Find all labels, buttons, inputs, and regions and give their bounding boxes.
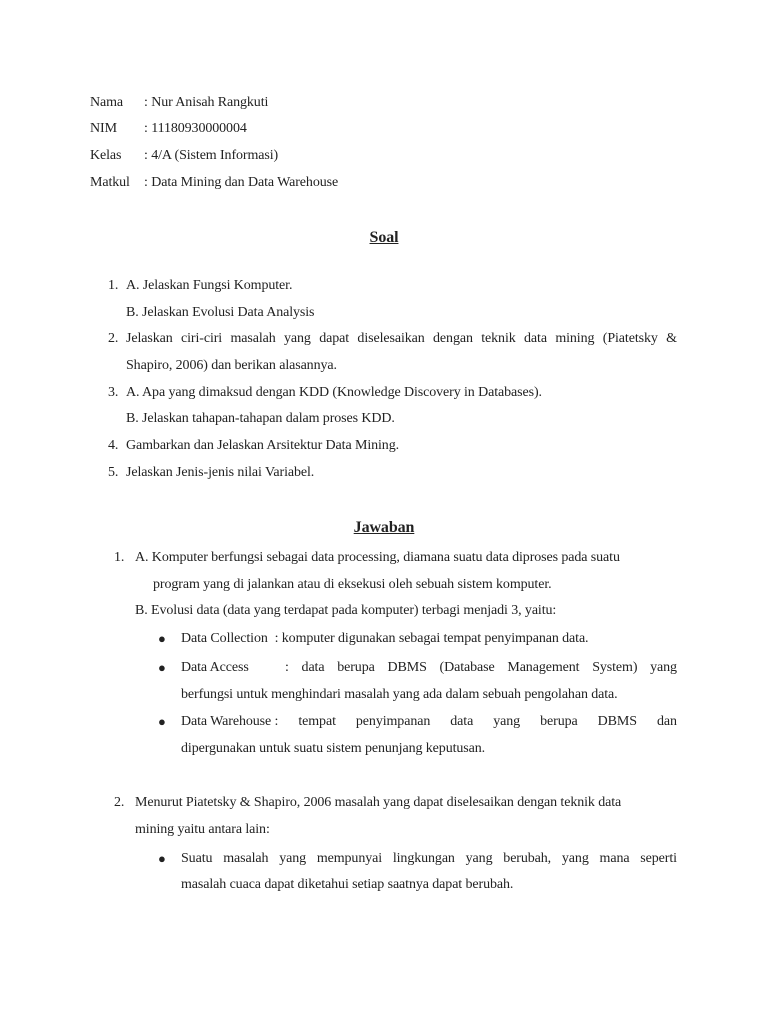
class-value: : 4/A (Sistem Informasi) (144, 148, 279, 163)
jawaban-heading: Jawaban (353, 519, 415, 536)
question-2-line-2: Shapiro, 2006) dan berikan alasannya. (126, 358, 337, 373)
question-5: Jelaskan Jenis-jenis nilai Variabel. (126, 465, 315, 480)
answer-1b: B. Evolusi data (data yang terdapat pada komputer) terbagi menjadi 3, yaitu: (135, 603, 557, 618)
course-value: : Data Mining dan Data Warehouse (144, 175, 339, 190)
nim-label: NIM (90, 121, 117, 136)
answer-2-bullet-line-1: Suatu masalah yang mempunyai lingkungan yang berubah, yang mana seperti (181, 851, 677, 866)
question-2-number: 2. (108, 331, 119, 346)
name-value: : Nur Anisah Rangkuti (144, 95, 269, 110)
nim-value: : 11180930000004 (144, 121, 247, 136)
answer-2-line-1: Menurut Piatetsky & Shapiro, 2006 masalah yang dapat diselesaikan dengan teknik data (135, 795, 622, 810)
data-warehouse-line-1: Data Warehouse : tempat penyimpanan data yang berupa DBMS dan (181, 714, 677, 729)
bullet-icon: ● (158, 851, 166, 866)
question-1-number: 1. (108, 278, 119, 293)
bullet-icon: ● (158, 631, 166, 646)
answer-2-number: 2. (114, 795, 125, 810)
bullet-icon: ● (158, 660, 166, 675)
answer-2-bullet-line-2: masalah cuaca dapat diketahui setiap saatnya dapat berubah. (181, 877, 514, 892)
class-label: Kelas (90, 148, 122, 163)
question-1b: B. Jelaskan Evolusi Data Analysis (126, 305, 315, 320)
answer-1a-line-2: program yang di jalankan atau di eksekusi oleh sebuah sistem komputer. (153, 577, 552, 592)
question-4: Gambarkan dan Jelaskan Arsitektur Data Mining. (126, 438, 399, 453)
answer-1a-line-1: A. Komputer berfungsi sebagai data processing, diamana suatu data diproses pada suatu (135, 550, 620, 565)
question-3a: A. Apa yang dimaksud dengan KDD (Knowledge Discovery in Databases). (126, 385, 542, 400)
name-label: Nama (90, 95, 124, 110)
data-access-line-1: : data berupa DBMS (Database Management System) yang (285, 660, 677, 675)
data-collection-label: Data Collection (181, 631, 268, 646)
course-row (90, 174, 338, 192)
student-class-row (90, 147, 278, 165)
course-label: Matkul (90, 175, 130, 190)
question-1a: A. Jelaskan Fungsi Komputer. (126, 278, 293, 293)
question-4-number: 4. (108, 438, 119, 453)
question-2-line-1: Jelaskan ciri-ciri masalah yang dapat diselesaikan dengan teknik data mining (Piatetsky & (126, 331, 677, 346)
answer-2-line-2: mining yaitu antara lain: (135, 822, 270, 837)
data-warehouse-line-2: dipergunakan untuk suatu sistem penunjang keputusan. (181, 741, 486, 756)
answer-1-number: 1. (114, 550, 125, 565)
question-3b: B. Jelaskan tahapan-tahapan dalam proses KDD. (126, 411, 395, 426)
data-access-line-2: berfungsi untuk menghindari masalah yang ada dalam sebuah pengolahan data. (181, 687, 618, 702)
soal-heading: Soal (369, 229, 399, 246)
data-collection-text: : komputer digunakan sebagai tempat penyimpanan data. (274, 631, 589, 646)
question-5-number: 5. (108, 465, 119, 480)
student-name-row (90, 94, 268, 112)
data-access-label: Data Access (181, 660, 249, 675)
bullet-icon: ● (158, 714, 166, 729)
student-nim-row (90, 120, 247, 138)
data-collection-item (181, 630, 588, 648)
question-3-number: 3. (108, 385, 119, 400)
